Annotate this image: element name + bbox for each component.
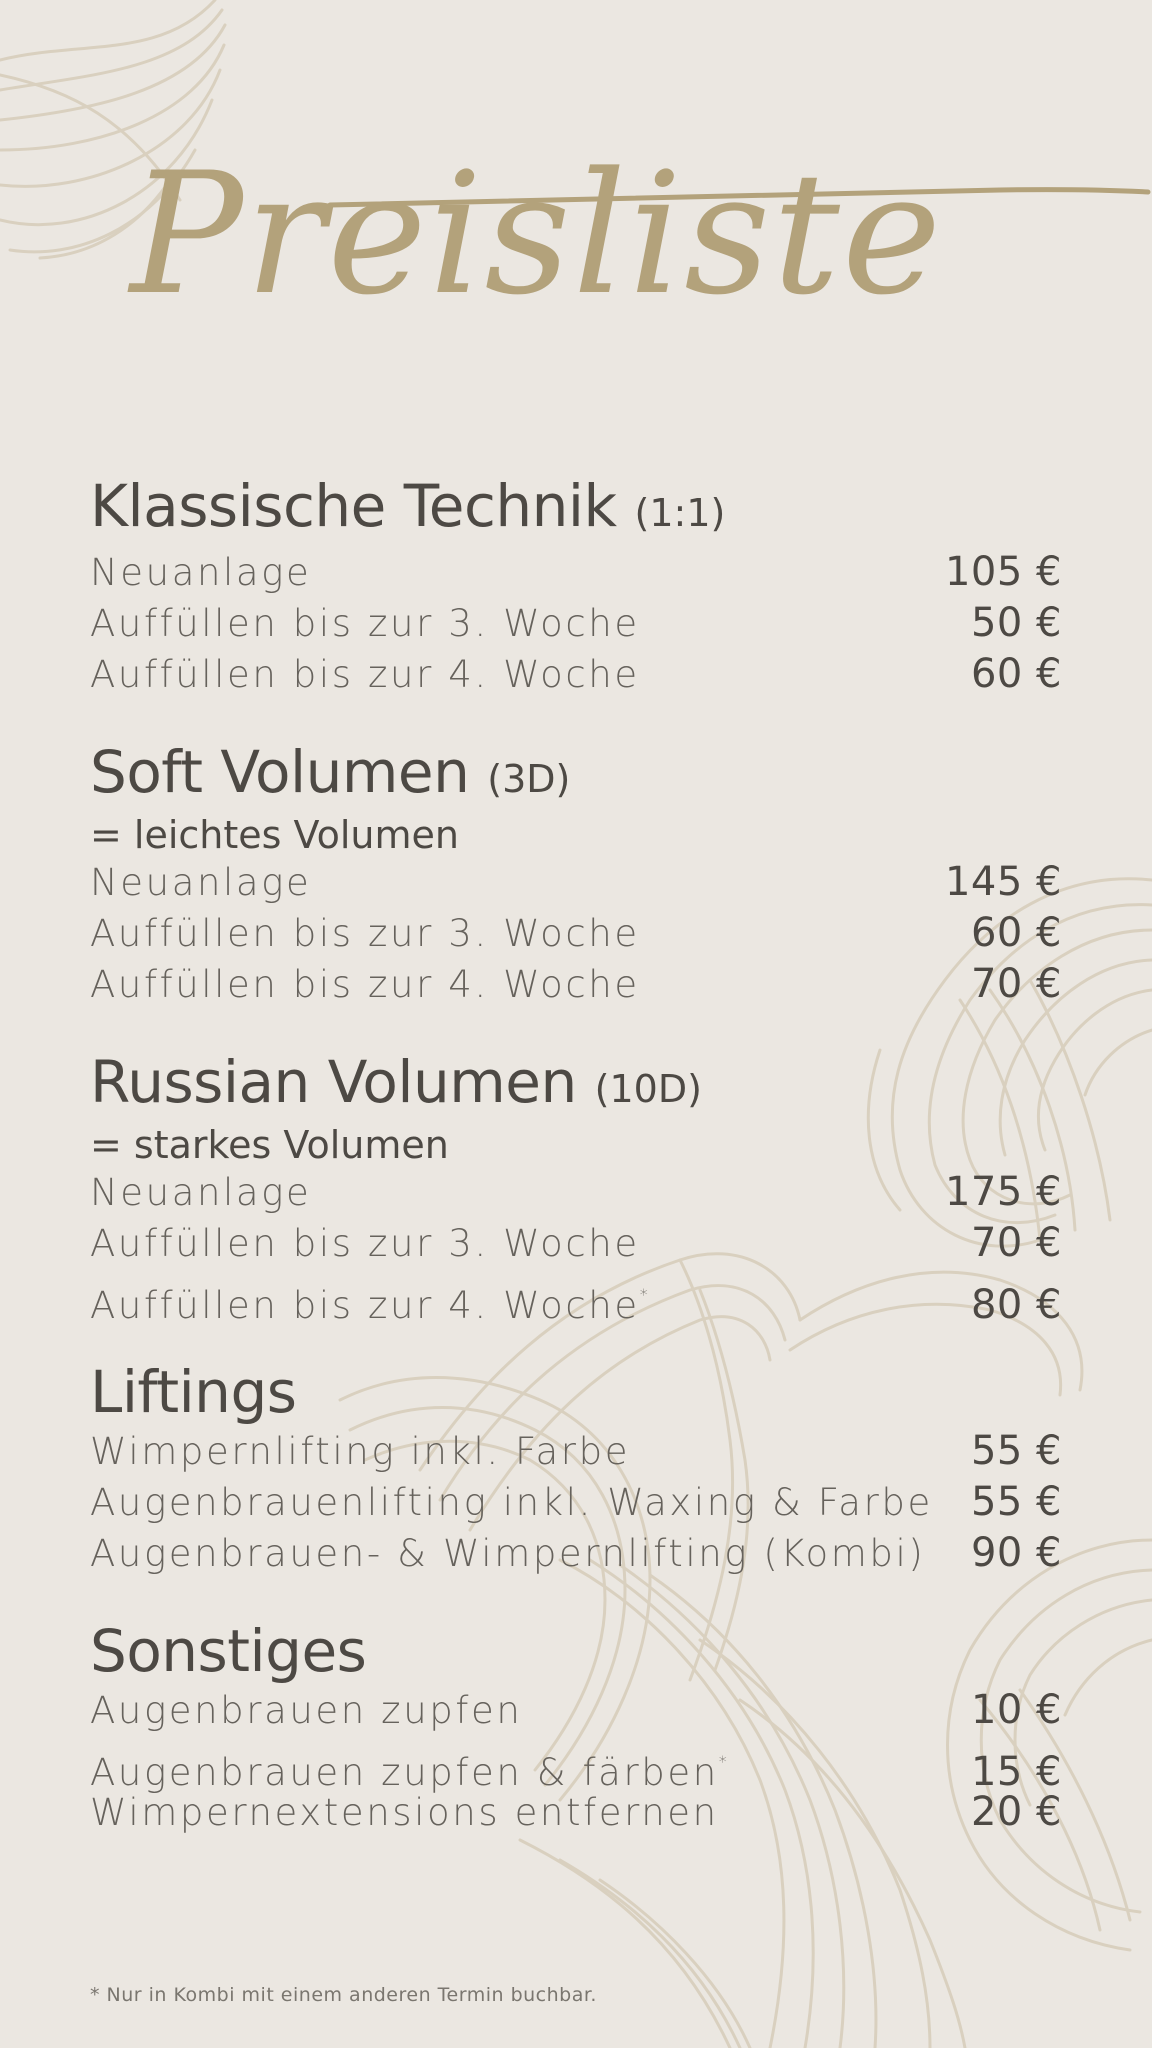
section-title: Sonstiges — [90, 1617, 367, 1685]
item-price: 105 € — [944, 549, 1062, 595]
item-name: Wimpernextensions entfernen — [90, 1791, 719, 1834]
item-price: 80 € — [970, 1282, 1062, 1328]
item-price: 70 € — [970, 961, 1062, 1007]
item-price: 60 € — [970, 651, 1062, 697]
section-title: Klassische Technik (1:1) — [90, 472, 726, 540]
price-row — [90, 1787, 1062, 1838]
price-row — [90, 1528, 1062, 1579]
price-row — [90, 1685, 1062, 1736]
section-title: Russian Volumen (10D) — [90, 1048, 702, 1116]
asterisk-note: * — [639, 1285, 648, 1304]
footnote: * Nur in Kombi mit einem anderen Termin buchbar. — [90, 1984, 597, 2006]
price-row — [90, 959, 1062, 1010]
price-row — [90, 1736, 1062, 1795]
item-name: Neuanlage — [90, 1171, 312, 1214]
section-russian-volumen — [90, 1048, 1062, 1328]
item-name: Augenbrauen zupfen — [90, 1689, 523, 1732]
section-badge: (3D) — [487, 757, 571, 801]
price-row — [90, 1269, 1062, 1328]
item-name: Auffüllen bis zur 4. Woche — [90, 653, 640, 696]
item-name: Auffüllen bis zur 3. Woche — [90, 912, 640, 955]
item-price: 90 € — [970, 1530, 1062, 1576]
price-row — [90, 547, 1062, 598]
item-price: 175 € — [944, 1169, 1062, 1215]
item-price: 55 € — [970, 1428, 1062, 1474]
price-row — [90, 1426, 1062, 1477]
section-klassische-technik — [90, 472, 1062, 700]
item-price: 55 € — [970, 1479, 1062, 1525]
page-title: Preisliste — [130, 136, 944, 332]
section-badge: (10D) — [594, 1067, 702, 1111]
price-row — [90, 598, 1062, 649]
item-price: 50 € — [970, 600, 1062, 646]
price-row — [90, 857, 1062, 908]
item-name: Augenbrauen- & Wimpernlifting (Kombi) — [90, 1532, 926, 1575]
item-price: 145 € — [944, 859, 1062, 905]
item-price: 70 € — [970, 1220, 1062, 1266]
item-price: 10 € — [970, 1687, 1062, 1733]
price-sections — [90, 472, 1062, 1876]
item-name: Auffüllen bis zur 4. Woche* — [90, 1284, 648, 1327]
item-name: Augenbrauenlifting inkl. Waxing & Farbe — [90, 1481, 933, 1524]
item-name: Neuanlage — [90, 861, 312, 904]
item-name: Augenbrauen zupfen & färben* — [90, 1751, 727, 1794]
section-badge: (1:1) — [634, 491, 726, 535]
section-sonstiges — [90, 1617, 1062, 1838]
section-liftings — [90, 1358, 1062, 1579]
price-row — [90, 649, 1062, 700]
item-price: 20 € — [970, 1789, 1062, 1835]
asterisk-note: * — [718, 1752, 727, 1771]
section-subtitle: = starkes Volumen — [90, 1123, 449, 1167]
item-name: Auffüllen bis zur 3. Woche — [90, 602, 640, 645]
item-name: Wimpernlifting inkl. Farbe — [90, 1430, 631, 1473]
item-name: Neuanlage — [90, 551, 312, 594]
item-name: Auffüllen bis zur 3. Woche — [90, 1222, 640, 1265]
price-row — [90, 1167, 1062, 1218]
item-price: 60 € — [970, 910, 1062, 956]
section-subtitle: = leichtes Volumen — [90, 813, 459, 857]
price-row — [90, 908, 1062, 959]
section-soft-volumen — [90, 738, 1062, 1010]
section-title: Soft Volumen (3D) — [90, 738, 571, 806]
item-price: 15 € — [970, 1749, 1062, 1795]
price-row — [90, 1477, 1062, 1528]
item-name: Auffüllen bis zur 4. Woche — [90, 963, 640, 1006]
price-row — [90, 1218, 1062, 1269]
section-title: Liftings — [90, 1358, 297, 1426]
